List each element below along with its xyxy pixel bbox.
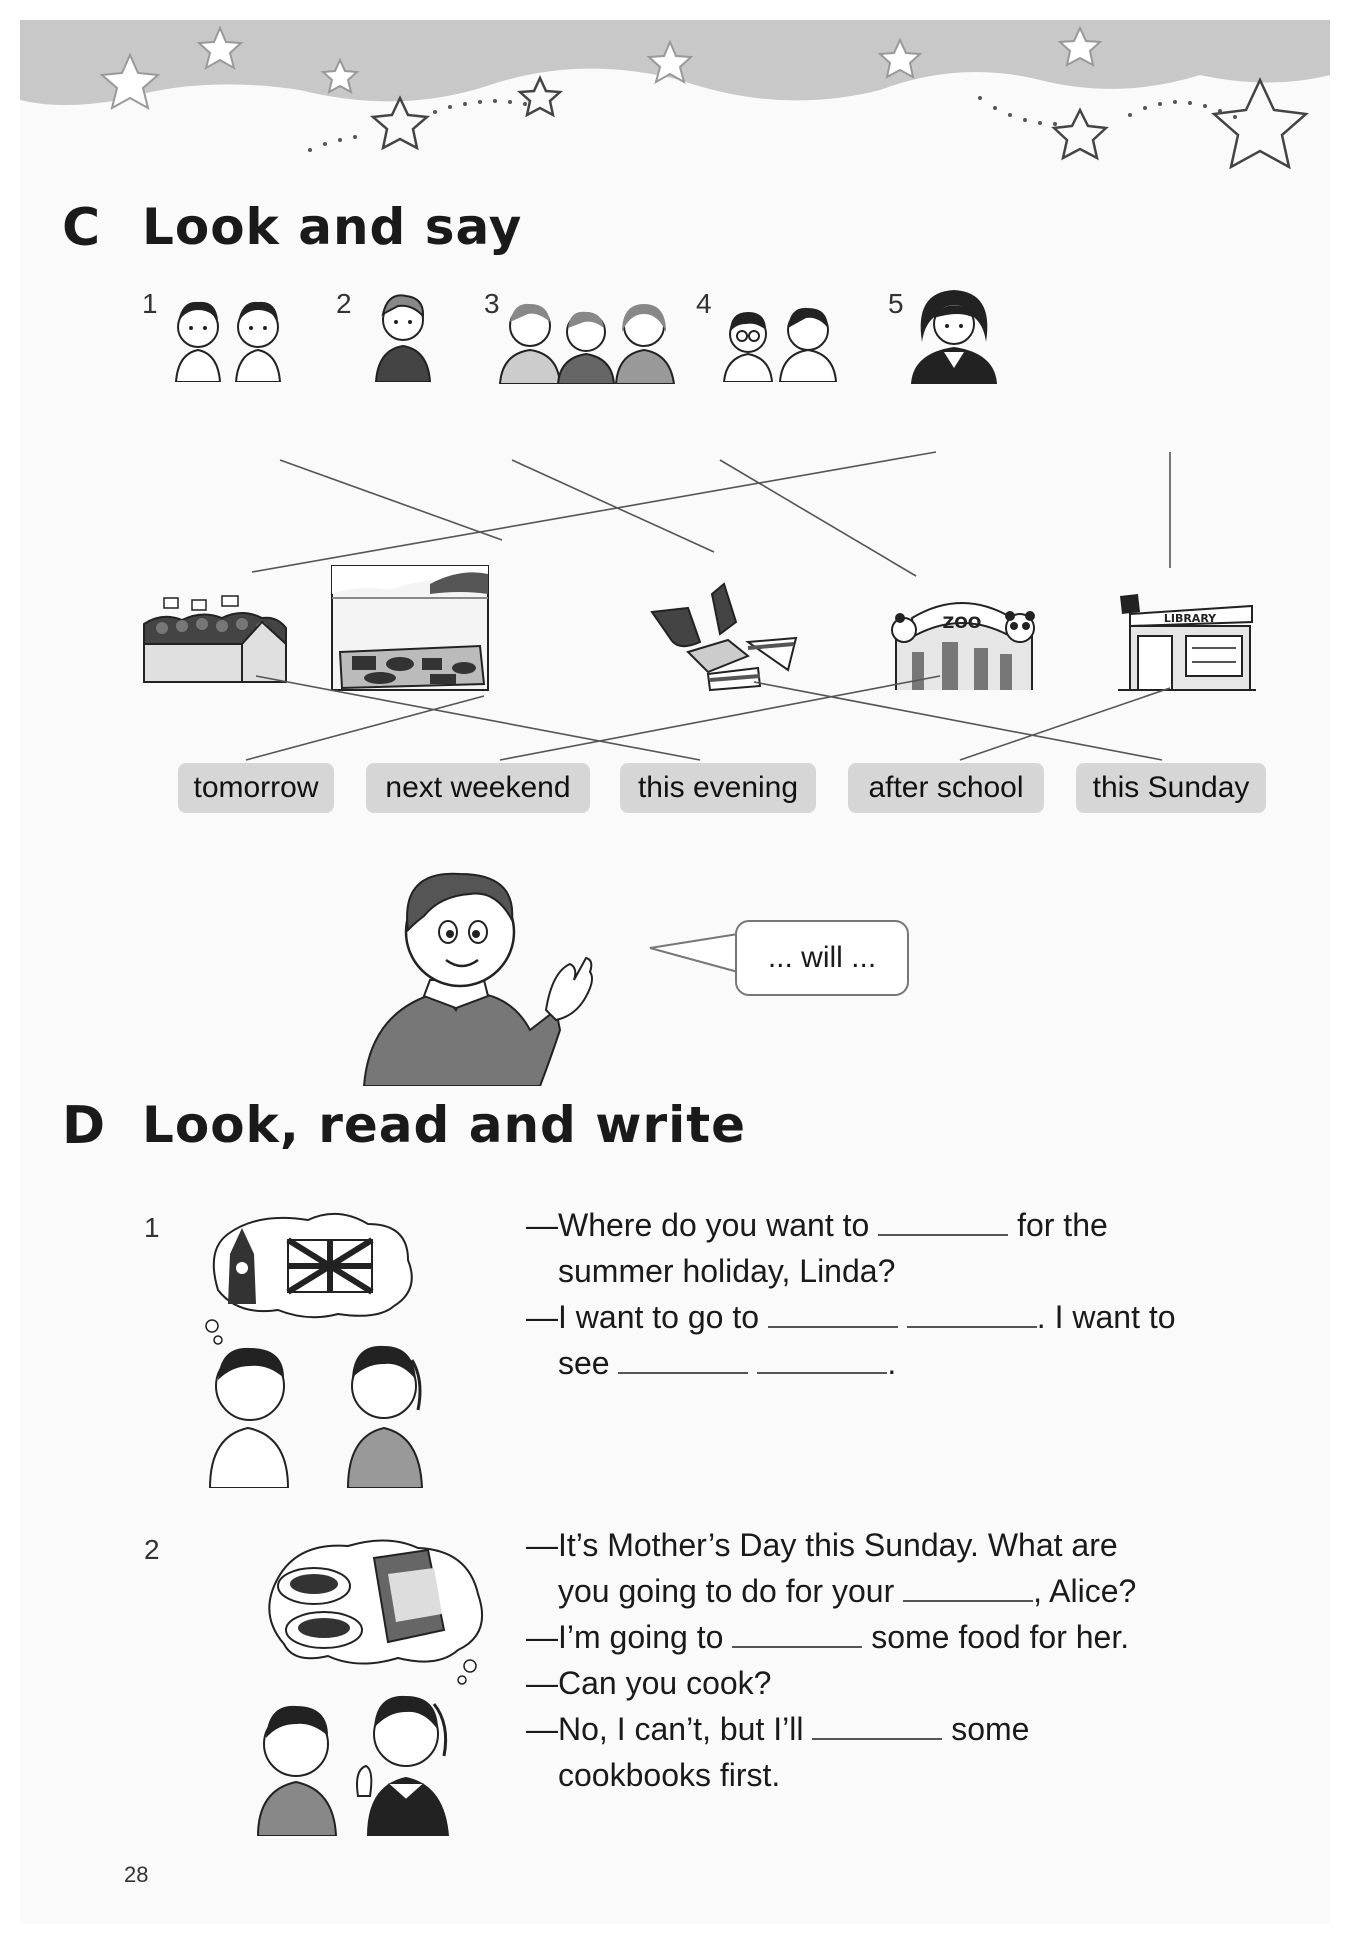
section-c-letter: C [62,198,101,258]
speech-bubble: ... will ... [735,920,909,996]
answer-blank[interactable] [907,1296,1037,1328]
section-d-title: Look, read and write [142,1096,747,1154]
speech-bubble-tail [648,928,740,978]
star-outline-icon [1054,110,1106,158]
answer-blank[interactable] [757,1342,887,1374]
answer-blank[interactable] [732,1616,862,1648]
item-2-line-3: —I’m going to some food for her. [526,1614,1129,1660]
sandwich-making-illustration [648,582,808,692]
people-number-4: 4 [696,288,712,319]
people-number-1: 1 [142,288,158,319]
people-number-2: 2 [336,288,352,319]
mothers-day-thought-illustration [238,1534,498,1836]
tag-this-sunday: this Sunday [1076,763,1266,813]
woman-illustration [904,282,1004,384]
two-friends-illustration [720,298,840,382]
item-2-line-1: —It’s Mother’s Day this Sunday. What are [526,1527,1118,1563]
zoo-sign: ZOO [942,613,982,632]
section-d-letter: D [62,1096,106,1156]
people-number-5: 5 [888,288,904,319]
tag-after-school: after school [848,763,1044,813]
item-1-line-3: —I want to go to . I want to [526,1294,1176,1340]
item-2-number: 2 [144,1534,160,1565]
item-2-line-6: cookbooks first. [558,1757,781,1793]
fruit-market-illustration [142,584,288,684]
london-thought-illustration [198,1210,428,1488]
star-outline-icon [1214,80,1306,167]
answer-blank[interactable] [878,1204,1008,1236]
star-banner [20,20,1330,190]
zoo-gate-illustration [882,578,1042,690]
people-number-3: 3 [484,288,500,319]
answer-blank[interactable] [903,1570,1033,1602]
picnic-illustration [330,564,490,692]
item-2-line-4: —Can you cook? [526,1665,772,1701]
answer-blank[interactable] [812,1708,942,1740]
boy-illustration [368,282,438,382]
page-number: 28 [124,1862,149,1887]
item-1-line-1: —Where do you want to for the [526,1202,1108,1248]
answer-blank[interactable] [618,1342,748,1374]
answer-blank[interactable] [768,1296,898,1328]
item-2-line-5: —No, I can’t, but I’ll some [526,1706,1029,1752]
two-girls-illustration [168,292,288,382]
item-1-line-2: summer holiday, Linda? [558,1253,896,1289]
library-sign: LIBRARY [1163,612,1217,625]
star-outline-icon [520,78,560,115]
tag-tomorrow: tomorrow [178,763,334,813]
item-1-number: 1 [144,1212,160,1243]
item-1-line-4: see . [558,1340,896,1386]
speaking-boy-illustration [360,860,600,1086]
section-c-title: Look and say [142,198,523,256]
tag-this-evening: this evening [620,763,816,813]
library-illustration [1116,592,1256,692]
item-2-line-2: you going to do for your , Alice? [558,1568,1136,1614]
workbook-page [20,20,1330,1924]
three-children-illustration [498,292,678,384]
tag-next-weekend: next weekend [366,763,590,813]
star-outline-icon [373,98,427,148]
